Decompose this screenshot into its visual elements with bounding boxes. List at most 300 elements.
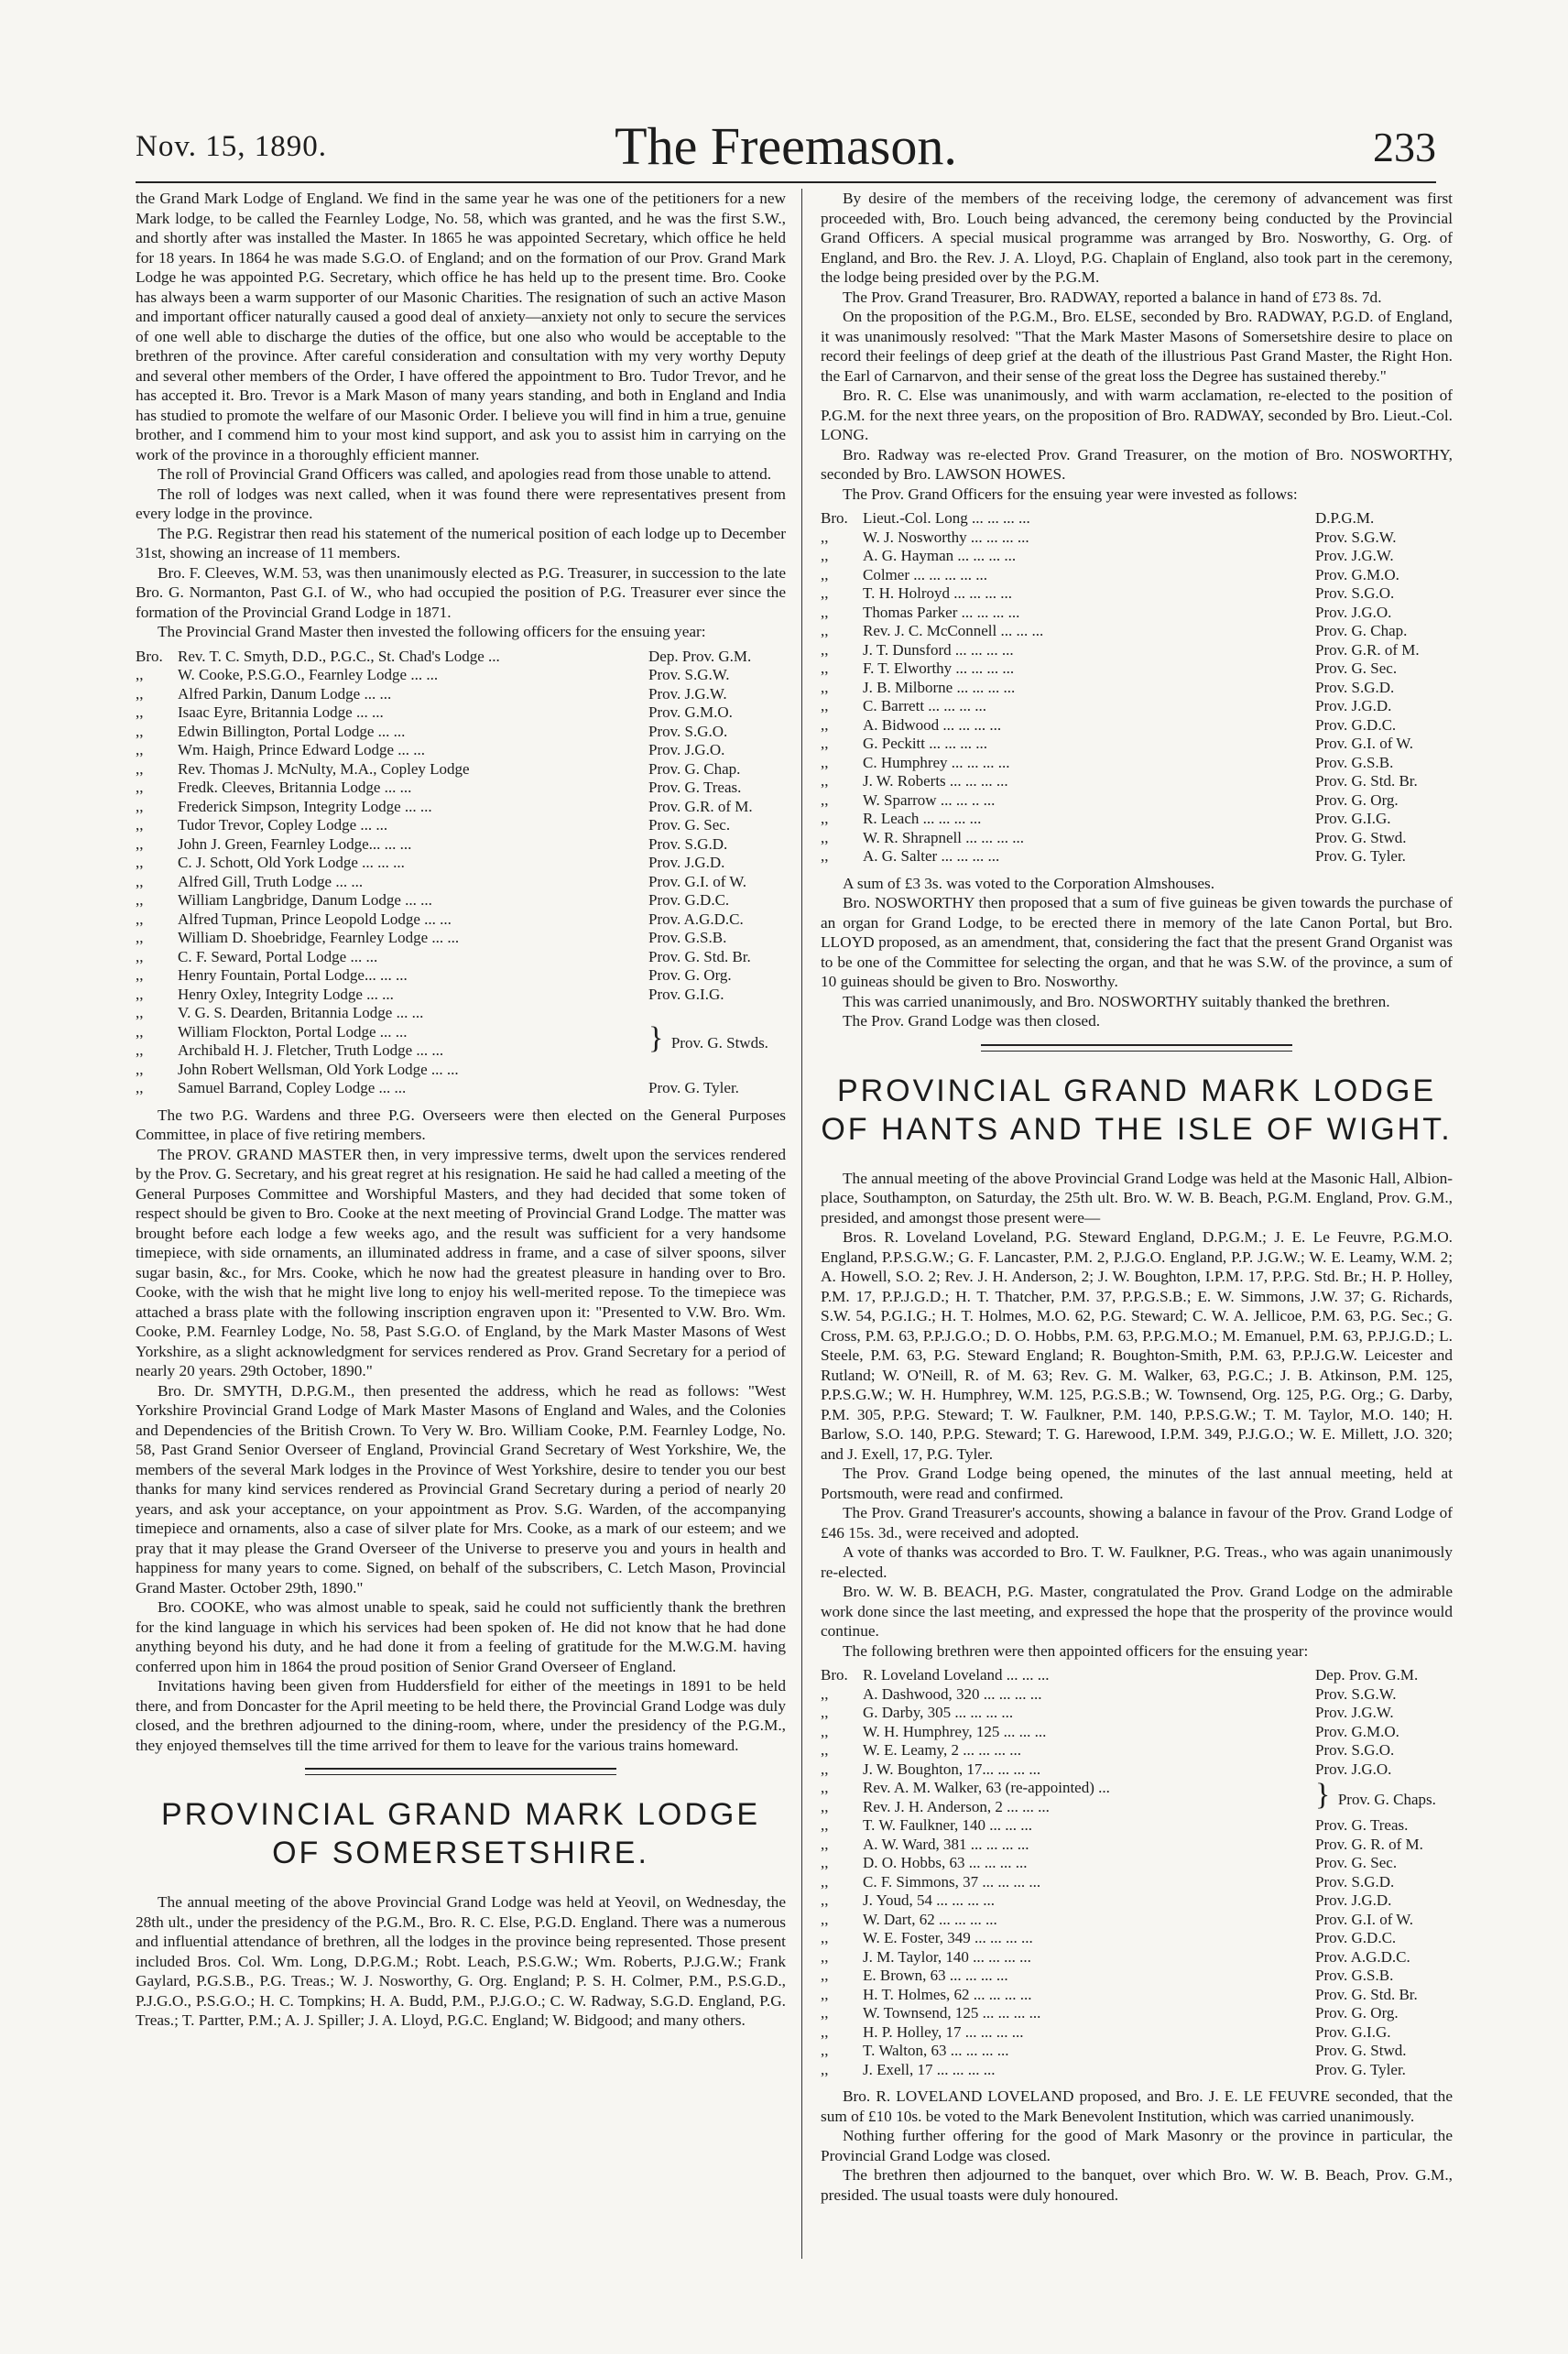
officer-prefix: ,, <box>821 810 829 827</box>
paragraph: By desire of the members of the receiving lodge, the ceremony of advancement was first proceeded with, Bro. Louch being advanced, the ceremony being conducted by the Provincial Grand Officers. A special musical programme was arranged by Bro. Nosworthy, G. Org. of England, and Bro. the Rev. J. A. Lloyd, P.G. Chaplain of England, also took part in the ceremony, the lodge being presided over by the P.G.M. <box>821 190 1453 286</box>
officer-office: Prov. J.G.D. <box>1315 697 1392 714</box>
officer-prefix: ,, <box>821 697 829 714</box>
officer-name: C. J. Schott, Old York Lodge ... ... ... <box>178 854 405 871</box>
officer-row <box>136 779 786 798</box>
officer-prefix: ,, <box>136 816 144 834</box>
officer-prefix: ,, <box>821 1929 829 1946</box>
officer-row <box>821 2023 1453 2043</box>
officer-office: Prov. G.S.B. <box>1315 753 1394 771</box>
paragraph: Nothing further offering for the good of Mark Masonry or the province in particular, the Provincial Grand Lodge was closed. <box>821 2127 1453 2164</box>
paragraph: Bro. R. C. Else was unanimously, and with warm acclamation, re-elected to the position of P.G.M. for the next three years, on the proposition of Bro. RADWAY, seconded by Bro. Lieut.-Col. LONG. <box>821 387 1453 443</box>
officer-row <box>136 948 786 967</box>
officer-prefix: ,, <box>821 547 829 564</box>
officer-name: Rev. J. C. McConnell ... ... ... <box>863 622 1044 639</box>
officer-name: Colmer ... ... ... ... ... <box>863 565 987 583</box>
officer-row <box>821 547 1453 566</box>
officer-name: Frederick Simpson, Integrity Lodge ... ... <box>178 797 432 815</box>
officer-name: T. H. Holroyd ... ... ... ... <box>863 584 1013 602</box>
officer-prefix: ,, <box>821 1910 829 1928</box>
officer-office: Prov. J.G.W. <box>1315 547 1394 564</box>
officer-name: W. E. Foster, 349 ... ... ... ... <box>863 1929 1033 1946</box>
section-heading-somersetshire: PROVINCIAL GRAND MARK LODGE OF SOMERSETSHIRE. <box>160 1797 761 1870</box>
officer-office: Prov. S.G.W. <box>648 666 730 683</box>
officer-row <box>136 703 786 723</box>
brace-glyph: } <box>648 1021 671 1056</box>
issue-date: Nov. 15, 1890. <box>136 130 327 163</box>
officer-row <box>821 791 1453 811</box>
officer-prefix: ,, <box>136 779 144 796</box>
officer-prefix: ,, <box>136 684 144 703</box>
officer-office: Prov. S.G.O. <box>1315 1741 1395 1759</box>
officer-row <box>821 1816 1453 1836</box>
officer-office: Prov. G. Stwd. <box>1315 2042 1407 2059</box>
paragraph: The Provincial Grand Master then invested the following officers for the ensuing year: <box>158 623 706 640</box>
officer-row <box>821 735 1453 754</box>
officer-office: D.P.G.M. <box>1315 509 1375 527</box>
paragraph: The roll of Provincial Grand Officers was called, and apologies read from those unable to attend. <box>158 465 772 483</box>
officer-name: J. B. Milborne ... ... ... ... <box>863 678 1016 696</box>
officer-prefix: ,, <box>136 947 144 965</box>
officer-name: A. Bidwood ... ... ... ... <box>863 715 1002 734</box>
officer-office: Prov. G.I.G. <box>1315 810 1391 827</box>
officer-office: Prov. S.G.W. <box>1315 1684 1397 1703</box>
officer-name: William D. Shoebridge, Fearnley Lodge ... ... <box>178 929 460 946</box>
officer-office: Prov. G. Std. Br. <box>1315 772 1418 790</box>
officer-office: Prov. G.S.B. <box>648 929 727 946</box>
officer-office: Prov. J.G.D. <box>1315 1891 1392 1909</box>
officer-name: Wm. Haigh, Prince Edward Lodge ... ... <box>178 741 426 758</box>
officer-row <box>821 1723 1453 1742</box>
officer-name: J. W. Roberts ... ... ... ... <box>863 772 1008 790</box>
officer-row <box>136 873 786 892</box>
officer-office: Dep. Prov. G.M. <box>648 647 752 665</box>
officer-prefix: ,, <box>821 2004 829 2022</box>
officer-row <box>136 798 786 817</box>
officer-office: Prov. G. Std. Br. <box>1315 1985 1418 2003</box>
officer-row <box>136 816 786 835</box>
officer-office: Prov. G. Tyler. <box>648 1079 739 1096</box>
officer-name: W. R. Shrapnell ... ... ... ... <box>863 828 1024 846</box>
paragraph: Invitations having been given from Huddersfield for either of the meetings in 1891 to be held there, and from Doncaster for the April meeting to be held there, the Provincial Grand Lodge was duly closed, and the brethren adjourned to the dining-room, where, under the presidency of the P.G.M., they enjoyed themselves till the time arrived for them to leave for the various trains homeward. <box>136 1677 786 1754</box>
officer-name: Archibald H. J. Fletcher, Truth Lodge ... ... <box>178 1041 444 1059</box>
officer-row <box>136 966 786 986</box>
officer-prefix: ,, <box>821 1684 829 1703</box>
officer-row <box>821 1666 1453 1685</box>
officer-row <box>821 829 1453 848</box>
officer-name: Alfred Tupman, Prince Leopold Lodge ... ... <box>178 910 452 928</box>
officer-row <box>821 2061 1453 2080</box>
masthead <box>136 115 1436 189</box>
officer-row <box>821 679 1453 698</box>
officer-prefix: ,, <box>821 1816 829 1834</box>
officer-prefix: ,, <box>821 1835 829 1853</box>
officer-prefix: ,, <box>821 790 829 809</box>
officer-prefix: ,, <box>821 1985 829 2003</box>
grouped-office-label: Prov. G. Stwds. <box>670 1034 768 1052</box>
officer-prefix: ,, <box>136 891 144 909</box>
officer-office: Prov. S.G.O. <box>648 722 728 740</box>
officer-office: Prov. G. R. of M. <box>1315 1835 1423 1853</box>
officer-office: Prov. G.M.O. <box>648 703 733 721</box>
officer-name: D. O. Hobbs, 63 ... ... ... ... <box>863 1854 1028 1871</box>
officer-name: J. Exell, 17 ... ... ... ... <box>863 2060 996 2078</box>
officer-office <box>1315 1779 1453 1816</box>
officer-name: Tudor Trevor, Copley Lodge ... ... <box>178 816 388 834</box>
officer-office: Dep. Prov. G.M. <box>1315 1666 1419 1684</box>
paragraph: On the proposition of the P.G.M., Bro. ELSE, seconded by Bro. RADWAY, P.G.D. of England, it was unanimously resolved: "That the Mark Master Masons of Somersetshire desire to place on record their feelings of deep grief at the death of the illustrious Past Grand Master, the Right Hon. the Earl of Carnarvon, and their sense of the great loss the Degree has sustained thereby." <box>821 308 1453 385</box>
officer-office: Prov. G. Chap. <box>648 759 741 778</box>
officer-row <box>136 910 786 930</box>
officer-row <box>136 685 786 704</box>
officer-name: W. J. Nosworthy ... ... ... ... <box>863 528 1029 546</box>
officer-office: Prov. G. Org. <box>648 966 732 984</box>
officer-row <box>821 810 1453 829</box>
officer-row <box>821 697 1453 716</box>
paragraph: The Prov. Grand Lodge being opened, the minutes of the last annual meeting, held at Portsmouth, were read and confirmed. <box>821 1465 1453 1502</box>
officer-row <box>821 622 1453 641</box>
officer-name: A. G. Salter ... ... ... ... <box>863 847 1000 865</box>
officer-office: Prov. G. Sec. <box>1315 1854 1398 1871</box>
officer-prefix: ,, <box>821 1947 829 1966</box>
officer-prefix: ,, <box>136 966 144 984</box>
officer-name: John Robert Wellsman, Old York Lodge ... ... <box>178 1060 459 1078</box>
officer-prefix: ,, <box>821 753 829 771</box>
officer-office: Prov. G.R. of M. <box>648 797 753 815</box>
officer-name: J. W. Boughton, 17... ... ... ... <box>863 1760 1041 1778</box>
officer-office: Prov. G.I.G. <box>1315 2022 1391 2041</box>
officer-prefix: ,, <box>821 2060 829 2078</box>
officer-prefix: ,, <box>821 735 829 752</box>
officer-prefix: ,, <box>821 1722 829 1740</box>
officer-name: C. F. Seward, Portal Lodge ... ... <box>178 947 378 965</box>
brace-glyph: } <box>1315 1777 1338 1812</box>
officer-prefix: ,, <box>821 565 829 583</box>
officer-office: Prov. S.G.D. <box>1315 678 1395 696</box>
header-rule <box>136 181 1436 183</box>
officer-name: Alfred Parkin, Danum Lodge ... ... <box>178 684 392 703</box>
officer-name: Rev. A. M. Walker, 63 (re-appointed) ... <box>863 1779 1110 1796</box>
section-rule <box>305 1768 616 1770</box>
officer-row <box>821 1836 1453 1855</box>
paragraph: The annual meeting of the above Provincial Grand Lodge was held at Yeovil, on Wednesday, the 28th ult., under the presidency of the P.G.M., Bro. R. C. Else, P.G.D. England. There was a numerous and influential attendance of brethren, all the lodges in the province being represented. Those present included Bros. Col. Wm. Long, D.P.G.M.; Robt. Leach, P.S.G.W.; Wm. Roberts, P.J.G.W.; Frank Gaylard, P.G.S.B., P.G. Treas.; W. J. Nosworthy, G. Org. England; P. S. H. Colmer, P.M., P.S.G.D., P.J.G.O., P.S.G.O.; H. C. Tompkins; H. A. Budd, P.M., P.J.G.O.; C. W. Radway, S.G.D. England, P.G. Treas.; T. Partter, P.M.; A. J. Spiller; J. A. Lloyd, P.G.C. England; W. Bidgood; and many others. <box>136 1893 786 2029</box>
officer-name: Lieut.-Col. Long ... ... ... ... <box>863 509 1030 527</box>
officer-row <box>821 1911 1453 1930</box>
officer-office: Prov. G.I.G. <box>648 985 724 1003</box>
officer-prefix: ,, <box>821 828 829 846</box>
officer-name: William Langbridge, Danum Lodge ... ... <box>178 891 432 909</box>
officer-office: Prov. G. Tyler. <box>1315 847 1406 865</box>
officer-row <box>136 723 786 742</box>
officer-office: Prov. G.D.C. <box>1315 1929 1397 1946</box>
officer-office: Prov. G. Sec. <box>1315 659 1398 677</box>
officer-office: Prov. G. Sec. <box>648 816 731 834</box>
officer-prefix: ,, <box>821 772 829 790</box>
officer-office: Prov. G.I. of W. <box>1315 1910 1414 1928</box>
officer-office: Prov. G.M.O. <box>1315 1722 1399 1740</box>
officer-row <box>821 1685 1453 1705</box>
officer-office: Prov. J.G.D. <box>648 854 725 871</box>
officer-prefix: ,, <box>136 1060 144 1078</box>
paragraph: The annual meeting of the above Provincial Grand Lodge was held at the Masonic Hall, Albion-place, Southampton, on Saturday, the 25th ult. Bro. W. W. B. Beach, P.G.M. England, Prov. G.M., presided, and amongst those present were— <box>821 1169 1453 1226</box>
officer-prefix: ,, <box>136 722 144 740</box>
paragraph: Bro. F. Cleeves, W.M. 53, was then unanimously elected as P.G. Treasurer, in succession to the late Bro. G. Normanton, Past G.I. of W., who had occupied the position of P.G. Treasurer ever since the formation of the Provincial Grand Lodge in 1871. <box>136 563 786 621</box>
officer-row <box>821 2004 1453 2023</box>
officer-row <box>136 835 786 855</box>
paragraph: The Prov. Grand Officers for the ensuing year were invested as follows: <box>843 485 1298 503</box>
officer-name: Fredk. Cleeves, Britannia Lodge ... ... <box>178 779 412 796</box>
officer-prefix: ,, <box>136 910 144 928</box>
officer-prefix: ,, <box>136 1022 144 1041</box>
officer-prefix: ,, <box>821 640 829 659</box>
officer-prefix: ,, <box>821 1741 829 1759</box>
officer-name: T. W. Faulkner, 140 ... ... ... <box>863 1816 1033 1834</box>
officer-prefix: ,, <box>821 584 829 602</box>
officers-list-hants <box>821 1666 1453 2079</box>
officer-prefix: ,, <box>136 854 144 871</box>
officer-row <box>821 1873 1453 1892</box>
paragraph: The roll of lodges was next called, when it was found there were representatives present from every lodge in the province. <box>136 485 786 522</box>
officer-name: A. W. Ward, 381 ... ... ... ... <box>863 1835 1029 1853</box>
officer-row <box>821 754 1453 773</box>
officer-prefix: ,, <box>136 1079 144 1096</box>
paragraph: The Prov. Grand Treasurer's accounts, showing a balance in favour of the Prov. Grand Lodge of £46 15s. 3d., were received and adopted. <box>821 1504 1453 1542</box>
officer-row <box>136 741 786 760</box>
officer-name: A. Dashwood, 320 ... ... ... ... <box>863 1684 1042 1703</box>
officer-office: Prov. G.D.C. <box>1315 715 1397 734</box>
officer-office: Prov. G. Treas. <box>648 779 742 796</box>
officer-office: Prov. G. Std. Br. <box>648 947 751 965</box>
officer-name: W. Townsend, 125 ... ... ... ... <box>863 2004 1041 2022</box>
section-rule <box>981 1044 1292 1046</box>
paragraph: The following brethren were then appointed officers for the ensuing year: <box>843 1641 1309 1660</box>
officer-office: Prov. G. Org. <box>1315 790 1399 809</box>
paragraph: Bros. R. Loveland Loveland, P.G. Steward England, D.P.G.M.; J. E. Le Feuvre, P.G.M.O. England, P.P.S.G.W.; G. F. Lancaster, P.M. 2, P.J.G.O. England, P.P. J.G.W.; W. E. Leamy, W.M. 2; A. Howell, S.O. 2; Rev. J. H. Anderson, 2; J. W. Boughton, I.P.M. 17, P.P.G. Std. Br.; H. P. Holley, P.M. 17, P.P.J.G.D.; H. T. Thatcher, P.M. 37, P.P.G.S.B.; E. W. Simmons, J.W. 37; G. Richards, S.W. 54, P.G.I.G.; H. T. Holmes, M.O. 62, P.G. Steward; C. W. A. Jellicoe, P.M. 63, P.G. Sec.; G. Cross, P.M. 63, P.P.J.G.O.; D. O. Hobbs, P.M. 63, P.P.G.M.O.; M. Emanuel, P.M. 63, P.P.J.G.D.; L. Steele, P.M. 63, P.G. Steward England; R. Boughton-Smith, P.M. 63, P.P.J.G.W. Leicester and Rutland; W. O'Neill, R. of M. 63; Rev. G. M. Walker, 63, P.G.C.; J. B. Atkinson, P.M. 125, P.P.S.G.W.; W. H. Humphrey, W.M. 125, P.G.S.B.; W. Townsend, Org. 125, P.G. Org.; G. Darby, P.M. 305, P.P.G. Steward; T. W. Faulkner, P.M. 140, P.P.S.G.W.; T. M. Taylor, M.O. 140; H. Barlow, S.O. 140, P.P.G. Steward; T. G. Harewood, I.P.M. 349, P.J.G.O.; W. E. Millett, J.O. 320; and J. Exell, 17, P.G. Tyler. <box>821 1228 1453 1463</box>
officer-name: F. T. Elworthy ... ... ... ... <box>863 659 1015 677</box>
paragraph: The Prov. Grand Treasurer, Bro. RADWAY, reported a balance in hand of £73 8s. 7d. <box>843 288 1382 306</box>
officer-name: Thomas Parker ... ... ... ... <box>863 603 1020 621</box>
officer-name: A. G. Hayman ... ... ... ... <box>863 547 1017 564</box>
officer-name: W. Cooke, P.S.G.O., Fearnley Lodge ... ... <box>178 666 439 683</box>
officer-prefix: ,, <box>136 797 144 815</box>
officer-prefix: ,, <box>136 1004 144 1021</box>
officer-office: Prov. S.G.D. <box>648 834 728 853</box>
section-heading-hants: PROVINCIAL GRAND MARK LODGE OF HANTS AND THE ISLE OF WIGHT. <box>821 1073 1453 1147</box>
officer-name: G. Peckitt ... ... ... ... <box>863 735 987 752</box>
paragraph: A vote of thanks was accorded to Bro. T. W. Faulkner, P.G. Treas., who was again unanimously re-elected. <box>821 1543 1453 1581</box>
officer-prefix: ,, <box>821 2022 829 2041</box>
officer-name: C. Barrett ... ... ... ... <box>863 697 987 714</box>
officer-prefix: ,, <box>821 1967 829 1984</box>
officer-prefix: ,, <box>821 715 829 734</box>
officer-prefix: ,, <box>821 622 829 639</box>
officer-name: E. Brown, 63 ... ... ... ... <box>863 1967 1008 1984</box>
officer-name: T. Walton, 63 ... ... ... ... <box>863 2042 1009 2059</box>
officer-name: W. E. Leamy, 2 ... ... ... ... <box>863 1741 1021 1759</box>
officer-name: J. T. Dunsford ... ... ... ... <box>863 640 1014 659</box>
officer-name: R. Loveland Loveland ... ... ... <box>863 1666 1050 1684</box>
paragraph: Bro. Dr. SMYTH, D.P.G.M., then presented the address, which he read as follows: "West Yorkshire Provincial Grand Lodge of Mark Master Masons of England and Wales, and the Colonies and Dependencies of the British Crown. To Very W. Bro. William Cooke, P.M. Fearnley Lodge, No. 58, Past Grand Senior Overseer of England, Provincial Grand Secretary of West Yorkshire, We, the members of the several Mark lodges in the Province of West Yorkshire, desire to tender you our best thanks for many kind services rendered as Provincial Grand Secretary during a period of nearly 20 years, and ask your acceptance, on your appointment as Prov. S.G. Warden, of the accompanying timepiece and ornaments, also a case of silver plate for Mrs. Cooke, as a mark of our esteem; and we pray that it may please the Grand Overseer of the Universe to preserve you and yours in health and happiness for many years to come. Signed, on behalf of the subscribers, C. Letch Mason, Provincial Grand Master. October 29th, 1890." <box>136 1381 786 1597</box>
officer-office <box>648 1004 786 1079</box>
officer-row <box>821 584 1453 604</box>
paragraph: Bro. W. W. B. BEACH, P.G. Master, congratulated the Prov. Grand Lodge on the admirable work done since the last meeting, and expressed the hope that the prosperity of the province would continue. <box>821 1583 1453 1640</box>
paragraph: The PROV. GRAND MASTER then, in very impressive terms, dwelt upon the services rendered by the Prov. G. Secretary, and his great regret at his resignation. He said he had called a meeting of the General Purposes Committee and Worshipful Masters, and they had decided that some token of respect should be given to Bro. Cooke at the next meeting of Provincial Grand Lodge. The matter was brought before each lodge a few weeks ago, and the result was sufficient for a very handsome timepiece, with side ornaments, an illuminated address in frame, and a case of silver spoons, silver sugar basin, &c., for Mrs. Cooke, which he now had the greatest pleasure in handing over to Bro. Cooke, with the wish that he might live long to enjoy his well-merited repose. To the timepiece was attached a brass plate with the following inscription engraven upon it: "Presented to V.W. Bro. Wm. Cooke, P.M. Fearnley Lodge, No. 58, Past S.G.O. of England, by the Mark Master Masons of West Yorkshire, as a slight acknowledgment for services rendered as Prov. Grand Secretary for a period of nearly 20 years. 29th October, 1890." <box>136 1145 786 1379</box>
officer-office: Prov. J.G.W. <box>1315 1704 1394 1721</box>
officer-prefix: ,, <box>821 603 829 621</box>
officer-office: Prov. G.D.C. <box>648 891 730 909</box>
officer-office: Prov. G.I. of W. <box>1315 735 1414 752</box>
page-number: 233 <box>1373 124 1436 170</box>
officer-prefix: ,, <box>821 1891 829 1909</box>
officer-name: W. Dart, 62 ... ... ... ... <box>863 1910 997 1928</box>
officer-name: R. Leach ... ... ... ... <box>863 810 982 827</box>
newspaper-title: The Freemason. <box>615 116 957 176</box>
officer-row <box>136 891 786 910</box>
officer-office: Prov. J.G.O. <box>648 741 725 758</box>
officer-name: Rev. J. H. Anderson, 2 ... ... ... <box>863 1797 1050 1815</box>
officer-name: C. Humphrey ... ... ... ... <box>863 753 1010 771</box>
officer-name: H. T. Holmes, 62 ... ... ... ... <box>863 1985 1032 2003</box>
officer-prefix: ,, <box>136 666 144 683</box>
officer-row <box>821 1891 1453 1911</box>
officer-office: Prov. G.I. of W. <box>648 872 747 890</box>
officer-row <box>821 2042 1453 2061</box>
officer-row <box>136 854 786 873</box>
officer-office: Prov. S.G.O. <box>1315 584 1395 602</box>
officer-prefix: ,, <box>821 1854 829 1871</box>
grouped-office-label: Prov. G. Chaps. <box>1337 1790 1436 1808</box>
officer-name: Edwin Billington, Portal Lodge ... ... <box>178 722 406 740</box>
officer-row <box>821 772 1453 791</box>
officer-row <box>821 529 1453 548</box>
officer-office: Prov. S.G.W. <box>1315 528 1397 546</box>
officer-office: Prov. J.G.W. <box>648 684 727 703</box>
officer-row <box>136 648 786 667</box>
officer-prefix: ,, <box>136 759 144 778</box>
paragraph: A sum of £3 3s. was voted to the Corporation Almshouses. <box>843 874 1215 892</box>
officer-prefix: Bro. <box>821 509 848 527</box>
column-divider <box>801 189 802 2259</box>
officer-office: Prov. G. Stwd. <box>1315 828 1407 846</box>
officer-office: Prov. G. Org. <box>1315 2004 1399 2022</box>
officer-prefix: ,, <box>136 741 144 758</box>
officer-prefix: ,, <box>136 929 144 946</box>
officer-prefix: ,, <box>821 1797 829 1815</box>
officer-prefix: ,, <box>821 678 829 696</box>
section-rule <box>305 1774 616 1775</box>
officer-office: Prov. A.G.D.C. <box>648 910 744 928</box>
officer-row <box>136 929 786 948</box>
officer-row <box>821 847 1453 866</box>
paragraph: Bro. Radway was re-elected Prov. Grand Treasurer, on the motion of Bro. NOSWORTHY, seconded by Bro. LAWSON HOWES. <box>821 445 1453 483</box>
paragraph: Bro. COOKE, who was almost unable to speak, said he could not sufficiently thank the brethren for the kind language in which his services had been spoken of. He did not know that he had done anything beyond his duty, and he had done it from a feeling of gratitude for the M.W.G.M. having conferred upon him in 1864 the proud position of Senior Grand Overseer of England. <box>136 1598 786 1675</box>
officer-prefix: ,, <box>821 2042 829 2059</box>
officer-row <box>821 1741 1453 1760</box>
officer-name: Henry Fountain, Portal Lodge... ... ... <box>178 966 408 984</box>
section-rule <box>981 1051 1292 1052</box>
officer-prefix: ,, <box>136 1041 144 1059</box>
officer-office: Prov. G. Chap. <box>1315 622 1408 639</box>
officer-name: John J. Green, Fearnley Lodge... ... ... <box>178 834 412 853</box>
paragraph: Bro. NOSWORTHY then proposed that a sum of five guineas be given towards the purchase of an organ for Grand Lodge, to be erected there in memory of the late Canon Portal, but Bro. LLOYD proposed, as an amendment, that, considering the fact that the present Grand Organist was to be one of the Committee for selecting the organ, and that he was S.W. of the province, a sum of 10 guineas should be given to Bro. Nosworthy. <box>821 894 1453 990</box>
paragraph: This was carried unanimously, and Bro. NOSWORTHY suitably thanked the brethren. <box>843 992 1390 1010</box>
officer-row <box>821 1967 1453 1986</box>
officer-row <box>136 986 786 1005</box>
officer-row <box>821 659 1453 679</box>
officer-office: Prov. J.G.O. <box>1315 1760 1392 1778</box>
officer-row <box>821 716 1453 736</box>
officer-name: W. H. Humphrey, 125 ... ... ... <box>863 1722 1047 1740</box>
officer-name: H. P. Holley, 17 ... ... ... ... <box>863 2022 1024 2041</box>
officer-row <box>821 1760 1453 1780</box>
officer-name: C. F. Simmons, 37 ... ... ... ... <box>863 1872 1041 1891</box>
officer-prefix: ,, <box>136 834 144 853</box>
officer-name: V. G. S. Dearden, Britannia Lodge ... ... <box>178 1004 424 1021</box>
officer-prefix: ,, <box>821 1872 829 1891</box>
officer-row <box>821 1986 1453 2005</box>
officer-row <box>821 1948 1453 1967</box>
officer-prefix: ,, <box>136 703 144 721</box>
officer-name: Isaac Eyre, Britannia Lodge ... ... <box>178 703 384 721</box>
officer-name: William Flockton, Portal Lodge ... ... <box>178 1022 408 1041</box>
left-column <box>136 189 786 2031</box>
officers-list-somersetshire <box>821 509 1453 866</box>
officer-row <box>821 1704 1453 1723</box>
officer-name: J. Youd, 54 ... ... ... ... <box>863 1891 996 1909</box>
officer-row <box>821 604 1453 623</box>
paragraph: The two P.G. Wardens and three P.G. Overseers were then elected on the General Purposes Committee, in place of five retiring members. <box>136 1106 786 1143</box>
officer-row <box>821 566 1453 585</box>
paragraph: Bro. R. LOVELAND LOVELAND proposed, and Bro. J. E. LE FEUVRE seconded, that the sum of £10 10s. be voted to the Mark Benevolent Institution, which was carried unanimously. <box>821 2087 1453 2125</box>
officer-row <box>136 1079 786 1098</box>
officer-office: Prov. G. Treas. <box>1315 1816 1409 1834</box>
officer-name: W. Sparrow ... ... .. ... <box>863 790 996 809</box>
officer-name: Rev. Thomas J. McNulty, M.A., Copley Lodge <box>178 759 470 778</box>
officer-office: Prov. A.G.D.C. <box>1315 1947 1410 1966</box>
officer-name: Samuel Barrand, Copley Lodge ... ... <box>178 1079 407 1096</box>
officer-row <box>821 1929 1453 1948</box>
officer-office: Prov. G.R. of M. <box>1315 640 1420 659</box>
officer-prefix: ,, <box>821 1760 829 1778</box>
paragraph: The Prov. Grand Lodge was then closed. <box>843 1012 1101 1030</box>
officer-name: Alfred Gill, Truth Lodge ... ... <box>178 872 364 890</box>
officer-prefix: ,, <box>821 528 829 546</box>
officer-prefix: ,, <box>821 1779 829 1796</box>
officer-name: G. Darby, 305 ... ... ... ... <box>863 1704 1014 1721</box>
officer-prefix: ,, <box>136 872 144 890</box>
officer-row <box>821 1854 1453 1873</box>
officer-row <box>821 1779 1453 1798</box>
paragraph: the Grand Mark Lodge of England. We find in the same year he was one of the petitioners for a new Mark lodge, to be called the Fearnley Lodge, No. 58, which was granted, and he was the first S.W., and shortly after was installed the Master. In 1865 he was appointed Secretary, which office he held for 18 years. In 1864 he was made S.G.O. of England; and on the formation of our Prov. Grand Mark Lodge he was appointed P.G. Secretary, which office he has held up to the present time. Bro. Cooke has always been a warm supporter of our Masonic Charities. The resignation of such an active Mason and important officer naturally caused a good deal of anxiety—anxiety not only to secure the services of one well able to discharge the duties of the office, but one also who would be acceptable to the brethren of the province. After careful consideration and consultation with my very worthy Deputy and several other members of the Order, I have offered the appointment to Bro. Tudor Trevor, and he has accepted it. Bro. Trevor is a Mark Mason of many years standing, and both in England and India has studied to promote the welfare of our Masonic Order. I believe you will find in him a true, genuine brother, and I commend him to your most kind support, and ask you to assist him in carrying on the work of the province in a thoroughly efficient manner. <box>136 190 786 463</box>
officer-prefix: ,, <box>821 659 829 677</box>
officers-list-west-yorkshire <box>136 648 786 1098</box>
officer-name: J. M. Taylor, 140 ... ... ... ... <box>863 1947 1031 1966</box>
officer-prefix: Bro. <box>821 1666 848 1684</box>
officer-row <box>136 760 786 779</box>
officer-row <box>821 641 1453 660</box>
paragraph: The brethren then adjourned to the banquet, over which Bro. W. W. B. Beach, Prov. G.M., presided. The usual toasts were duly honoured. <box>821 2166 1453 2204</box>
officer-office: Prov. G.M.O. <box>1315 565 1399 583</box>
paragraph: The P.G. Registrar then read his statement of the numerical position of each lodge up to December 31st, showing an increase of 11 members. <box>136 524 786 561</box>
officer-office: Prov. S.G.D. <box>1315 1872 1395 1891</box>
officer-row <box>821 509 1453 529</box>
officer-name: Henry Oxley, Integrity Lodge ... ... <box>178 985 394 1003</box>
officer-prefix: ,, <box>136 985 144 1003</box>
officer-prefix: ,, <box>821 1704 829 1721</box>
officer-row <box>136 666 786 685</box>
officer-prefix: Bro. <box>136 647 163 665</box>
officer-office: Prov. J.G.O. <box>1315 603 1392 621</box>
officer-prefix: ,, <box>821 847 829 865</box>
